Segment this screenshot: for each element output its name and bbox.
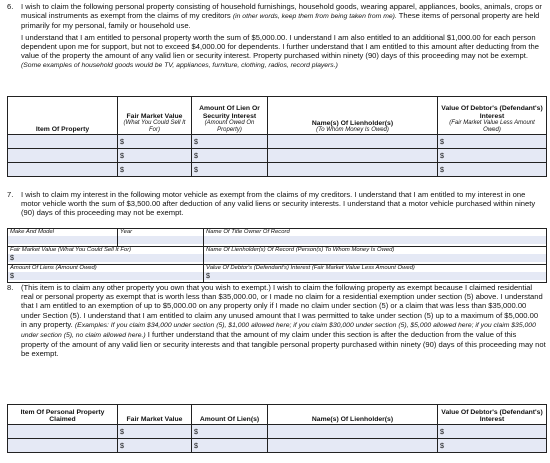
vehicle-fmv-field[interactable]: $ <box>8 254 203 262</box>
debtor-value-field[interactable]: $ <box>438 163 547 177</box>
lienholder-field[interactable] <box>268 425 438 439</box>
section-6-number: 6. <box>7 2 14 11</box>
col-item-claimed: Item Of Personal Property Claimed <box>8 405 118 425</box>
section-8-text: (This item is to claim any other property you own that you wish to exempt.) I wish to claim the following property as exempt because I claimed residential real or personal property as exempt that is worth less than $35,000.00, or I made no claim for a residential exemption under section (5) above. I understand that I am entitled to an exemption of up to $5,000.00 on any property only if I made no claim under section (5) or a claim that was less than $35,000.00 under Section (5). I understand that I am entitled to claim any unused amount that I was permitted to take under section (5) up to a maximum of $5,000.00 in any property. (Examples: If you claim $34,000 under section (5), $1,000 allowed here; if you claim $30,000 under section (5), $5,000 allowed here; if you claim $35,000 under section (5), no claim allowed here.) I further understand that the amount of my claim under this section is after the deduction from the value of this property of the amount of any valid lien or security interests and that tangible personal property purchased within ninety (90) days of this proceeding may not be exempt. <box>21 283 546 359</box>
col-lien-amount: Amount Of Lien Or Security Interest (Amount Owed On Property) <box>192 97 268 135</box>
motor-vehicle-table <box>7 228 547 247</box>
debtor-value-field[interactable]: $ <box>438 149 547 163</box>
section-6-intro: I wish to claim the following personal property consisting of household furnishings, household goods, wearing apparel, appliances, books, animals, crops or musical instruments as exempt from the claims of my creditors (in other words, keep them from being taken from me). These items of personal property are held primarily for my personal, family or household use. <box>21 2 542 31</box>
col-debtor-interest: Value Of Debtor's (Defendant's) Interest (Fair Market Value Less Amount Owed) <box>438 97 547 135</box>
fmv-field[interactable]: $ <box>118 439 192 453</box>
section-7 <box>0 190 550 218</box>
section-7-number: 7. <box>7 190 14 199</box>
table-row <box>8 163 547 177</box>
item-field[interactable] <box>8 425 118 439</box>
table-row <box>8 439 547 453</box>
make-model-cell: Make And Model <box>8 229 118 247</box>
table-row <box>8 149 547 163</box>
debtor-value-field[interactable]: $ <box>438 135 547 149</box>
make-model-field[interactable] <box>8 236 117 244</box>
item-field[interactable] <box>8 149 118 163</box>
household-property-table <box>7 96 547 177</box>
item-field[interactable] <box>8 163 118 177</box>
lien-field[interactable]: $ <box>192 149 268 163</box>
col-item-of-property: Item Of Property <box>8 97 118 135</box>
table-row <box>8 135 547 149</box>
year-cell: Year <box>118 229 204 247</box>
lien-field[interactable]: $ <box>192 163 268 177</box>
table-row <box>8 425 547 439</box>
vehicle-liens-cell: Amount Of Liens (Amount Owed) $ <box>8 265 204 283</box>
lien-field[interactable]: $ <box>192 425 268 439</box>
vehicle-lienholders-field[interactable] <box>204 254 546 262</box>
fmv-field[interactable]: $ <box>118 425 192 439</box>
debtor-value-field[interactable]: $ <box>438 425 547 439</box>
section-6 <box>0 2 550 70</box>
lienholder-field[interactable] <box>268 163 438 177</box>
item-field[interactable] <box>8 135 118 149</box>
col-lien-amount: Amount Of Lien(s) <box>192 405 268 425</box>
fmv-field[interactable]: $ <box>118 163 192 177</box>
lien-field[interactable]: $ <box>192 135 268 149</box>
year-field[interactable] <box>118 236 203 244</box>
col-fair-market-value: Fair Market Value <box>118 405 192 425</box>
fmv-field[interactable]: $ <box>118 135 192 149</box>
lienholder-field[interactable] <box>268 439 438 453</box>
item-field[interactable] <box>8 439 118 453</box>
vehicle-debtor-value-field[interactable]: $ <box>204 272 546 280</box>
debtor-value-field[interactable]: $ <box>438 439 547 453</box>
lienholder-field[interactable] <box>268 149 438 163</box>
other-property-table <box>7 404 547 453</box>
col-lienholders: Name(s) Of Lienholder(s) <box>268 405 438 425</box>
col-debtor-interest: Value Of Debtor's (Defendant's) Interest <box>438 405 547 425</box>
section-7-text: I wish to claim my interest in the following motor vehicle as exempt from the claims of my creditors. I understand that I am entitled to my interest in one motor vehicle worth the sum of $3,500.00 after deduction of any valid liens or security interests. I understand that a motor vehicle purchased within ninety (90) days of this proceeding may not be exempt. <box>21 190 536 218</box>
vehicle-debtor-value-cell: Value Of Debtor's (Defendant's) Interest (Fair Market Value Less Amount Owed) $ <box>204 265 547 283</box>
motor-vehicle-values-table <box>7 246 547 283</box>
vehicle-liens-field[interactable]: $ <box>8 272 203 280</box>
vehicle-lienholders-cell: Name Of Lienholder(s) Of Record (Person(s) To Whom Money Is Owed) <box>204 247 547 265</box>
title-owner-cell: Name Of Title Owner Of Record <box>204 229 547 247</box>
col-lienholders: Name(s) Of Lienholder(s) (To Whom Money Is Owed) <box>268 97 438 135</box>
fmv-field[interactable]: $ <box>118 149 192 163</box>
title-owner-field[interactable] <box>204 236 546 244</box>
col-fair-market-value: Fair Market Value (What You Could Sell It For) <box>118 97 192 135</box>
section-8 <box>0 283 550 359</box>
section-8-number: 8. <box>7 283 14 292</box>
lien-field[interactable]: $ <box>192 439 268 453</box>
section-6-entitlement: I understand that I am entitled to personal property worth the sum of $5,000.00. I understand I am also entitled to an additional $1,000.00 for each person dependent upon me for support, but not to exceed $4,000.00 for dependents. I further understand that I am entitled to this amount after deducting from the value of the property the amount of any valid lien or security interest. Property purchased within ninety (90) days of this proceeding may not be exempt. (Some examples of household goods would be TV, appliances, furniture, clothing, radios, record players.) <box>21 32 539 70</box>
lienholder-field[interactable] <box>268 135 438 149</box>
vehicle-fmv-cell: Fair Market Value (What You Could Sell It For) $ <box>8 247 204 265</box>
